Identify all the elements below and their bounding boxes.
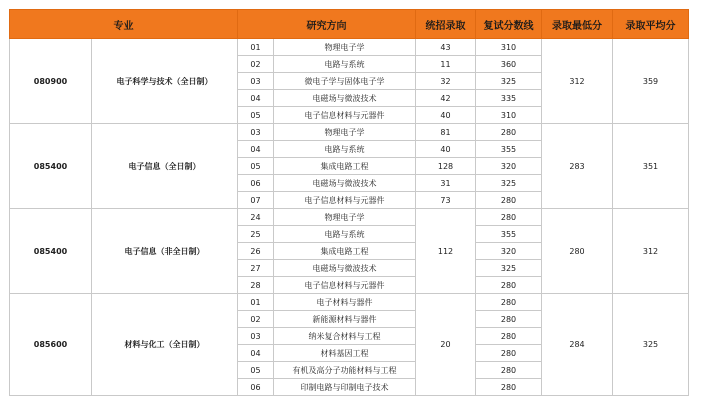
header-avg-score: 录取平均分	[613, 10, 689, 39]
enroll-count: 40	[416, 141, 476, 158]
direction-no: 01	[238, 294, 274, 311]
direction-no: 03	[238, 124, 274, 141]
enroll-count: 11	[416, 56, 476, 73]
major-name: 电子信息（非全日制）	[92, 209, 238, 294]
direction-name: 电路与系统	[274, 226, 416, 243]
direction-no: 06	[238, 175, 274, 192]
direction-name: 电磁场与微波技术	[274, 175, 416, 192]
enroll-count: 43	[416, 39, 476, 56]
retest-score: 280	[476, 209, 542, 226]
direction-name: 微电子学与固体电子学	[274, 73, 416, 90]
direction-no: 03	[238, 73, 274, 90]
header-row	[10, 10, 689, 39]
retest-score: 280	[476, 379, 542, 396]
direction-name: 电路与系统	[274, 56, 416, 73]
direction-no: 28	[238, 277, 274, 294]
direction-no: 01	[238, 39, 274, 56]
min-score: 283	[542, 124, 613, 209]
direction-no: 04	[238, 141, 274, 158]
enroll-count: 128	[416, 158, 476, 175]
direction-name: 电子信息材料与元器件	[274, 192, 416, 209]
header-direction: 研究方向	[238, 10, 416, 39]
retest-score: 325	[476, 175, 542, 192]
retest-score: 280	[476, 311, 542, 328]
avg-score: 312	[613, 209, 689, 294]
retest-score: 355	[476, 141, 542, 158]
header-min-score: 录取最低分	[542, 10, 613, 39]
direction-no: 02	[238, 311, 274, 328]
direction-no: 24	[238, 209, 274, 226]
direction-no: 04	[238, 90, 274, 107]
direction-name: 新能源材料与器件	[274, 311, 416, 328]
direction-name: 集成电路工程	[274, 243, 416, 260]
retest-score: 325	[476, 73, 542, 90]
direction-name: 集成电路工程	[274, 158, 416, 175]
header-retest: 复试分数线	[476, 10, 542, 39]
avg-score: 325	[613, 294, 689, 396]
min-score: 280	[542, 209, 613, 294]
table-row	[10, 294, 689, 311]
retest-score: 360	[476, 56, 542, 73]
retest-score: 325	[476, 260, 542, 277]
enroll-count: 73	[416, 192, 476, 209]
retest-score: 310	[476, 39, 542, 56]
table-row	[10, 39, 689, 56]
enroll-count: 20	[416, 294, 476, 396]
major-code: 085400	[10, 209, 92, 294]
enroll-count: 42	[416, 90, 476, 107]
direction-no: 02	[238, 56, 274, 73]
direction-no: 26	[238, 243, 274, 260]
direction-name: 电子材料与器件	[274, 294, 416, 311]
direction-no: 07	[238, 192, 274, 209]
direction-name: 电子信息材料与元器件	[274, 107, 416, 124]
retest-score: 280	[476, 294, 542, 311]
direction-name: 物理电子学	[274, 124, 416, 141]
retest-score: 335	[476, 90, 542, 107]
admission-table	[9, 9, 689, 396]
direction-name: 物理电子学	[274, 209, 416, 226]
retest-score: 280	[476, 345, 542, 362]
min-score: 312	[542, 39, 613, 124]
direction-no: 03	[238, 328, 274, 345]
avg-score: 351	[613, 124, 689, 209]
direction-no: 05	[238, 158, 274, 175]
retest-score: 280	[476, 277, 542, 294]
retest-score: 280	[476, 328, 542, 345]
direction-name: 印制电路与印制电子技术	[274, 379, 416, 396]
enroll-count: 32	[416, 73, 476, 90]
enroll-count: 81	[416, 124, 476, 141]
direction-name: 材料基因工程	[274, 345, 416, 362]
direction-name: 电路与系统	[274, 141, 416, 158]
table-row	[10, 124, 689, 141]
retest-score: 320	[476, 243, 542, 260]
direction-no: 05	[238, 362, 274, 379]
retest-score: 280	[476, 362, 542, 379]
direction-no: 06	[238, 379, 274, 396]
avg-score: 359	[613, 39, 689, 124]
major-code: 085600	[10, 294, 92, 396]
direction-name: 电磁场与微波技术	[274, 260, 416, 277]
retest-score: 280	[476, 124, 542, 141]
direction-no: 27	[238, 260, 274, 277]
enroll-count: 112	[416, 209, 476, 294]
retest-score: 310	[476, 107, 542, 124]
direction-name: 电磁场与微波技术	[274, 90, 416, 107]
major-code: 080900	[10, 39, 92, 124]
min-score: 284	[542, 294, 613, 396]
direction-name: 纳米复合材料与工程	[274, 328, 416, 345]
major-name: 电子科学与技术（全日制）	[92, 39, 238, 124]
direction-name: 电子信息材料与元器件	[274, 277, 416, 294]
direction-no: 05	[238, 107, 274, 124]
enroll-count: 40	[416, 107, 476, 124]
direction-name: 物理电子学	[274, 39, 416, 56]
retest-score: 320	[476, 158, 542, 175]
header-major: 专业	[10, 10, 238, 39]
retest-score: 355	[476, 226, 542, 243]
direction-no: 25	[238, 226, 274, 243]
direction-name: 有机及高分子功能材料与工程	[274, 362, 416, 379]
major-name: 材料与化工（全日制）	[92, 294, 238, 396]
direction-no: 04	[238, 345, 274, 362]
retest-score: 280	[476, 192, 542, 209]
table-row	[10, 209, 689, 226]
enroll-count: 31	[416, 175, 476, 192]
major-code: 085400	[10, 124, 92, 209]
major-name: 电子信息（全日制）	[92, 124, 238, 209]
table-body	[10, 39, 689, 396]
header-enroll: 统招录取	[416, 10, 476, 39]
